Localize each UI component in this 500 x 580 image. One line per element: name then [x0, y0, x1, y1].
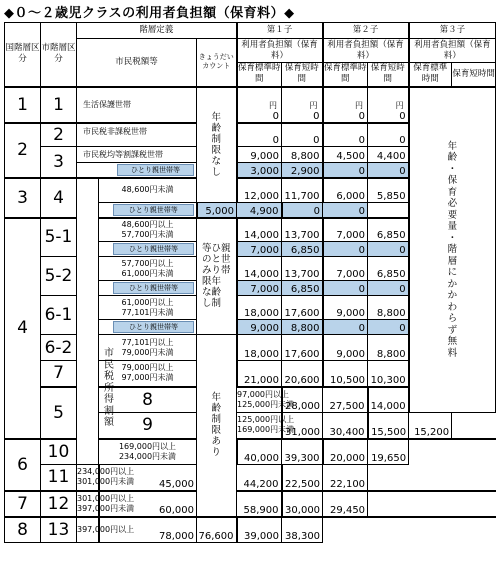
city-rank: 5-2	[41, 257, 77, 296]
hitori-child2-short-fee: 0	[368, 281, 409, 296]
hitori-badge: ひとり親世帯等	[113, 321, 194, 333]
child2-short-fee: 6,850	[368, 218, 409, 242]
child2-std-fee: 14,000	[368, 387, 409, 413]
child3-short-header: 保育短時間	[452, 63, 496, 87]
city-rank: 12	[41, 491, 77, 517]
national-rank: 3	[5, 178, 41, 218]
hitori-child2-std-fee: 0	[282, 202, 323, 218]
child2-short-fee: 8,800	[368, 296, 409, 320]
hitori-child1-std-fee: 7,000	[237, 281, 282, 296]
child2-std-fee: 39,000	[237, 517, 282, 543]
child2-short-header: 保育短時間	[368, 63, 409, 87]
child1-std-fee: 31,000	[282, 413, 323, 439]
hitori-child2-short-fee: 0	[368, 163, 409, 179]
child3-futan-header: 利用者負担額（保育料）	[409, 39, 496, 63]
child1-futan-header: 利用者負担額（保育料）	[237, 39, 323, 63]
child2-std-fee: 30,000	[282, 491, 323, 517]
income-range: 79,000円以上 97,000円未満	[99, 361, 197, 387]
child2-short-fee: 29,450	[323, 491, 368, 517]
age-limit-none-label: 年 齢 制 限 な し	[197, 87, 237, 203]
child1-short-fee: 13,700	[282, 218, 323, 242]
child2-short-fee: 8,800	[368, 335, 409, 361]
city-rank: 4	[41, 178, 77, 218]
income-range: 169,000円以上 234,000円未満	[99, 439, 197, 465]
child1-short-fee: 76,600	[197, 517, 237, 543]
yen-unit: 円	[355, 100, 364, 110]
income-range: 市民税均等割課税世帯	[77, 147, 197, 163]
child1-std-fee: 28,000	[282, 387, 323, 413]
table-row	[5, 491, 496, 517]
national-rank: 1	[5, 87, 41, 123]
hitori-child1-short-fee: 8,800	[282, 320, 323, 335]
hitori-child1-std-fee: 3,000	[237, 163, 282, 179]
hitori-badge: ひとり親世帯等	[113, 282, 194, 294]
city-rank: 6-1	[41, 296, 77, 335]
city-rank: 10	[41, 439, 77, 465]
child1-std-fee: 21,000	[237, 361, 282, 387]
national-rank: 5	[41, 387, 77, 439]
table-row	[5, 517, 496, 543]
table-row	[5, 465, 496, 491]
hitori-label-cell	[77, 163, 197, 179]
child2-std-fee: 9,000	[323, 335, 368, 361]
child1-short-header: 保育短時間	[282, 63, 323, 87]
hitori-child2-short-fee: 0	[368, 320, 409, 335]
city-rank-header: 市階層区分	[41, 23, 77, 87]
national-rank: 8	[5, 517, 41, 543]
child1-short-fee: 円 0	[282, 87, 323, 123]
income-range: 77,101円以上 79,000円未満	[99, 335, 197, 361]
child3-note-text: 年 齢 ・ 保 育 必 要 量 ・ 階 層 に か か わ ら ず 無 料	[447, 140, 458, 359]
child1-short-fee: 0	[282, 123, 323, 147]
child1-std-fee: 14,000	[237, 218, 282, 242]
hitori-label-cell	[99, 202, 197, 218]
hitori-label-cell	[99, 281, 197, 296]
national-rank: 2	[5, 123, 41, 179]
child1-std-fee: 60,000	[99, 491, 197, 517]
header-row-1	[5, 23, 496, 39]
child2-short-fee: 0	[368, 123, 409, 147]
hitori-label-cell	[99, 320, 197, 335]
income-range: 61,000円以上 77,101円未満	[99, 296, 197, 320]
income-range: 397,000円以上	[77, 517, 99, 543]
child1-short-fee: 44,200	[237, 465, 282, 491]
hitori-child1-std-fee: 5,000	[197, 202, 237, 218]
income-tax-spacer	[77, 178, 99, 465]
hitori-label-cell	[99, 242, 197, 257]
income-range: 48,600円以上 57,700円未満	[99, 218, 197, 242]
rank-definition-header: 階層定義	[77, 23, 237, 39]
child2-std-fee: 9,000	[323, 296, 368, 320]
age-limit-yes-label: 年 齢 制 限 あ り	[197, 335, 237, 517]
yen-unit: 円	[395, 100, 404, 110]
child1-std-fee: 12,000	[237, 178, 282, 202]
yen-unit: 円	[269, 100, 278, 110]
yen-unit: 円	[309, 100, 318, 110]
hitori-badge: ひとり親世帯等	[117, 164, 194, 176]
child2-std-fee: 7,000	[323, 257, 368, 281]
child2-std-fee: 円 0	[323, 87, 368, 123]
sibling-count-header: きょうだいカウント	[197, 39, 237, 87]
child1-header: 第１子	[237, 23, 323, 39]
child1-short-fee: 27,500	[323, 387, 368, 413]
income-range: 生活保護世帯	[77, 87, 197, 123]
city-rank: 11	[41, 465, 77, 491]
child2-short-fee: 円 0	[368, 87, 409, 123]
child3-header: 第３子	[409, 23, 496, 39]
child1-std-fee: 40,000	[237, 439, 282, 465]
city-rank: 5-1	[41, 218, 77, 257]
child2-std-fee: 15,500	[368, 413, 409, 439]
child1-short-fee: 8,800	[282, 147, 323, 163]
child1-short-fee: 20,600	[282, 361, 323, 387]
hitori-child1-std-fee: 7,000	[237, 242, 282, 257]
national-rank-header: 国階層区分	[5, 23, 41, 87]
child2-std-fee: 22,500	[282, 465, 323, 491]
child1-std-fee: 14,000	[237, 257, 282, 281]
child2-short-fee: 10,300	[368, 361, 409, 387]
table-row	[5, 87, 496, 123]
hitori-child1-short-fee: 6,850	[282, 281, 323, 296]
child1-std-fee: 0	[237, 123, 282, 147]
child2-std-fee: 4,500	[323, 147, 368, 163]
child1-std-fee: 78,000	[99, 517, 197, 543]
national-rank: 6	[5, 439, 41, 491]
hitori-child1-short-fee: 2,900	[282, 163, 323, 179]
child2-std-fee: 10,500	[323, 361, 368, 387]
child2-short-fee: 5,850	[368, 178, 409, 202]
national-rank: 7	[5, 491, 41, 517]
income-range: 125,000円以上 169,000円未満	[237, 413, 282, 439]
child2-std-header: 保育標準時間	[323, 63, 368, 87]
child1-short-fee: 13,700	[282, 257, 323, 281]
hitori-child2-std-fee: 0	[323, 163, 368, 179]
child1-std-fee: 45,000	[99, 465, 197, 491]
child1-short-fee: 17,600	[282, 296, 323, 320]
child1-std-fee: 18,000	[237, 335, 282, 361]
income-range: 234,000円以上 301,000円未満	[77, 465, 99, 491]
child3-free-note	[409, 87, 496, 413]
child1-std-fee: 9,000	[237, 147, 282, 163]
child1-short-fee: 58,900	[237, 491, 282, 517]
income-range: 301,000円以上 397,000円未満	[77, 491, 99, 517]
child2-short-fee: 4,400	[368, 147, 409, 163]
hitori-child1-std-fee: 9,000	[237, 320, 282, 335]
child1-short-fee: 30,400	[323, 413, 368, 439]
page-title: ◆０～２歳児クラスの利用者負担額（保育料）◆	[4, 6, 295, 21]
city-rank: 8	[99, 387, 197, 413]
child1-std-fee: 18,000	[237, 296, 282, 320]
child2-header: 第２子	[323, 23, 409, 39]
city-rank: 6-2	[41, 335, 77, 361]
child2-std-fee: 6,000	[323, 178, 368, 202]
income-range: 市民税非課税世帯	[77, 123, 197, 147]
hitori-child2-std-fee: 0	[323, 281, 368, 296]
child1-std-header: 保育標準時間	[237, 63, 282, 87]
hitori-child2-std-fee: 0	[323, 242, 368, 257]
city-rank: 1	[41, 87, 77, 123]
hitori-child2-short-fee: 0	[323, 202, 368, 218]
child2-std-fee: 20,000	[323, 439, 368, 465]
child2-short-fee: 22,100	[323, 465, 368, 491]
child2-short-fee: 38,300	[282, 517, 323, 543]
tax-amount-header: 市民税額等	[77, 39, 197, 87]
national-rank: 4	[5, 218, 41, 439]
income-range: 97,000円以上 125,000円未満	[237, 387, 282, 413]
city-rank: 7	[41, 361, 77, 387]
hitori-child2-std-fee: 0	[323, 320, 368, 335]
income-tax-vertical-label: 市 民 税 所 得 割 額	[104, 348, 114, 428]
child2-short-fee: 15,200	[409, 413, 452, 439]
hitori-child1-short-fee: 6,850	[282, 242, 323, 257]
child1-short-fee: 17,600	[282, 335, 323, 361]
city-rank: 3	[41, 147, 77, 179]
child3-std-header: 保育標準時間	[409, 63, 452, 87]
income-range: 57,700円以上 61,000円未満	[99, 257, 197, 281]
city-rank: 2	[41, 123, 77, 147]
hitori-badge: ひとり親世帯等	[113, 204, 194, 216]
hitori-child2-short-fee: 0	[368, 242, 409, 257]
hitori-badge: ひとり親世帯等	[113, 243, 194, 255]
child2-futan-header: 利用者負担額（保育料）	[323, 39, 409, 63]
child2-std-fee: 7,000	[323, 218, 368, 242]
child2-short-fee: 19,650	[368, 439, 409, 465]
header-row-2	[5, 39, 496, 63]
child2-std-fee: 0	[323, 123, 368, 147]
child2-short-fee: 6,850	[368, 257, 409, 281]
city-rank: 13	[41, 517, 77, 543]
child1-std-fee: 円 0	[237, 87, 282, 123]
hitori-child1-short-fee: 4,900	[237, 202, 282, 218]
fee-table	[4, 22, 496, 543]
income-range: 48,600円未満	[99, 178, 197, 202]
city-rank: 9	[99, 413, 197, 439]
hitori-age-limit-label: 等 の み 限 な し ひ と り 年 齢 制 親 世 帯	[197, 218, 237, 335]
child1-short-fee: 39,300	[282, 439, 323, 465]
child1-short-fee: 11,700	[282, 178, 323, 202]
